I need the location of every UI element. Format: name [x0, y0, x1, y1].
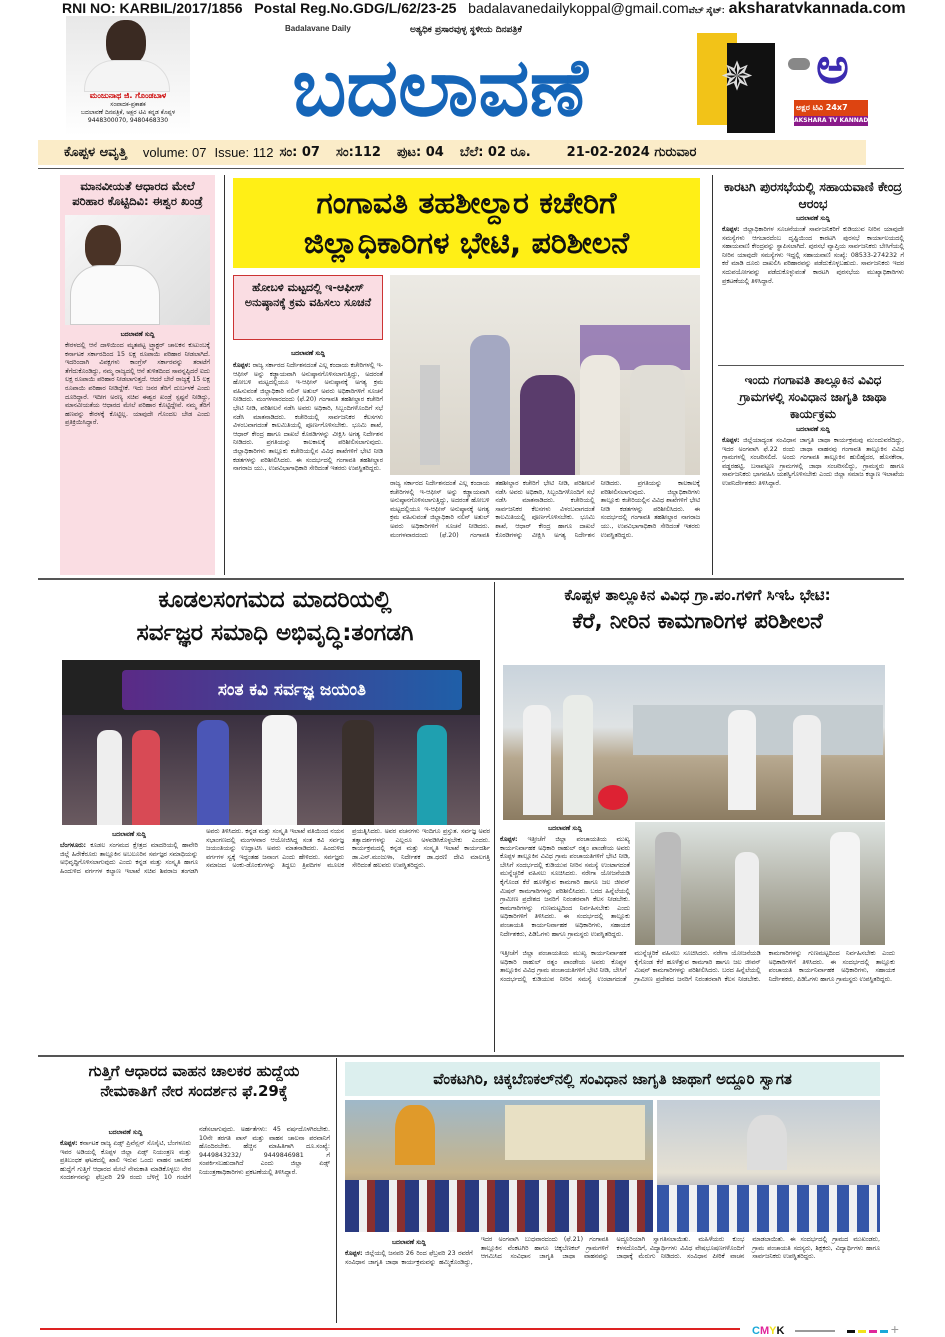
article-body: ಜಿಲ್ಲಾಧಿಕಾರಿಗಳ ಸೂಚನೆಯಂತೆ ಸಾರ್ವಜನಿಕರಿಗೆ ಕುಡಿಯುವ ನೀರಿನ ಯಾವುದೇ ಸಮಸ್ಯೆಗಳು ಆಗಬಾರದೆಂಬ ದೃಷ್ಟಿಯಿಂದ ಕಾರಟಗಿ ಪುರಸಭೆ ಕಾರ್ಯಾಲಯದಲ್ಲಿ ಸಹಾಯವಾಣಿ ಕೇಂದ್ರವನ್ನು ಸ್ಥಾಪಿಸಲಾಗಿದೆ. ಪುರಸಭೆ ವ್ಯಾಪ್ತಿಯ ಸಾರ್ವಜನಿಕರು ಬೇಸಿಗೆಯಲ್ಲಿ ನೀರಿನ ಯಾವುದೇ ಸಮಸ್ಯೆಗಳು ಇದ್ದಲ್ಲಿ ಸಹಾಯವಾಣಿ ಸಂಖ್ಯೆ: 08533-274232 ಗೆ ಕರೆ ಮಾಡಿ ದೂರು ದಾಖಲಿಸಿ ಪರಿಹಾರವನ್ನು ಪಡೆದುಕೊಳ್ಳಬಹುದು. ಸಾರ್ವಜನಿಕರು ಇದರ ಸದುಪಯೋಗವನ್ನು ಪಡೆದುಕೊಳ್ಳುವಂತೆ ಕಾರಟಗಿ ಪುರಸಭೆಯ ಮುಖ್ಯಾಧಿಕಾರಿಗಳು ಪ್ರಕಟಣೆಯಲ್ಲಿ ತಿಳಿಸಿದ್ದಾರೆ. [722, 226, 904, 285]
ceo-field-photo [635, 822, 885, 945]
column-rule [712, 175, 713, 575]
rni-number: RNI NO: KARBIL/2017/1856 [62, 0, 243, 16]
tagline: ಅತ್ಯಧಿಕ ಪ್ರಸಾರವುಳ್ಳ ಸ್ಥಳೀಯ ದಿನಪತ್ರಿಕೆ [410, 25, 522, 35]
ceo-visit-headline [500, 584, 895, 636]
dateline: ಬೆಂಗಳೂರು: [60, 842, 87, 849]
dateline: ಕೊಪ್ಪಳ: [500, 836, 518, 843]
khandre-photo [65, 215, 210, 325]
divider [38, 1055, 904, 1057]
newspaper-logo: ಬದಲಾವಣೆ [292, 41, 588, 134]
compass-logo [697, 33, 775, 133]
byline: ಬದಲಾವಣೆ ಸುದ್ದಿ [120, 331, 155, 338]
main-body-col1: ರಾಜ್ಯ ಸರ್ಕಾರದ ನಿರ್ದೇಶನದಂತೆ ಎಲ್ಲ ಕಂದಾಯ ಕಚೇರಿಗಳಲ್ಲಿ ಇ-ಆಫೀಸ್ ಅನ್ನು ಕಡ್ಡಾಯವಾಗಿ ಅನುಷ್ಠಾನಗೊಳಿಸಲಾಗುತ್ತಿದ್ದು, ಅದರಂತೆ ಹೋಬಳಿ ಮಟ್ಟದಲ್ಲಿಯೂ ಇ-ಆಫೀಸ್ ಅನುಷ್ಠಾನಕ್ಕೆ ಅಗತ್ಯ ಕ್ರಮ ವಹಿಸುವಂತೆ ಜಿಲ್ಲಾಧಿಕಾರಿ ನಲಿನ್ ಅತುಲ್ ಅವರು ಅಧಿಕಾರಿಗಳಿಗೆ ಸೂಚನೆ ನೀಡಿದರು. ಮಂಗಳವಾರದಂದು (ಫೆ.20) ಗಂಗಾವತಿ ತಹಶೀಲ್ದಾರ ಕಚೇರಿಗೆ ಭೇಟಿ ನೀಡಿ, ಪರಿಶೀಲನೆ ನಡೆಸಿ ಅವರು ಅಧಿಕಾರಿ, ಸಿಬ್ಬಂದಿಗಳೊಂದಿಗೆ ಸಭೆ ನಡೆಸಿ ಮಾತನಾಡಿದರು. ಕಚೇರಿಯಲ್ಲಿ ಸಾರ್ವಜನಿಕರ ಕೆಲಸಗಳು ವಿಳಂಬವಾಗದಂತೆ ಕಾಲಮಿತಿಯಲ್ಲಿ ಪೂರ್ಣಗೊಳಿಸಬೇಕು. ಭೂಮಿ ಶಾಖೆ, ಆಧಾರ್ ಕೇಂದ್ರ ಹಾಗೂ ದಾಖಲೆ ಕೊಠಡಿಗಳನ್ನು ವೀಕ್ಷಿಸಿ ಅಗತ್ಯ ನಿರ್ದೇಶನ ನೀಡಿದರು. ಪ್ರಗತಿಯನ್ನು ಕಾಲಕಾಲಕ್ಕೆ ಪರಿಶೀಲಿಸಲಾಗುವುದು. ಜಿಲ್ಲಾಧಿಕಾರಿಗಳು ತಾಲ್ಲೂಕು ಕಚೇರಿಯಲ್ಲಿನ ವಿವಿಧ ಶಾಖೆಗಳಿಗೆ ಭೇಟಿ ನೀಡಿ ಕಡತಗಳನ್ನು ಪರಿಶೀಲಿಸಿದರು. ಈ ಸಂದರ್ಭದಲ್ಲಿ ಗಂಗಾವತಿ ತಹಶೀಲ್ದಾರ ನಾಗರಾಜ ಯು., ಉಪವಿಭಾಗಾಧಿಕಾರಿ ಸೇರಿದಂತೆ ಇತರರು ಉಪಸ್ಥಿತರಿದ್ದರು. [233, 362, 383, 473]
jatha-students-photo [657, 1100, 880, 1232]
postal-reg: Postal Reg.No.GDG/L/62/23-25 [254, 0, 457, 16]
editor-caption [66, 92, 190, 125]
akshara-tv-logo: ಅ ಅಕ್ಷರ ಟಿವಿ 24x7 AKSHARA TV KANNADA [788, 36, 870, 132]
column-rule [224, 175, 225, 575]
article-body [233, 362, 383, 570]
tv-logo-sub: AKSHARA TV KANNADA [794, 117, 874, 124]
headline-line-1: ಗಂಗಾವತಿ ತಹಶೀಲ್ದಾರ ಕಚೇರಿಗೆ [316, 186, 617, 221]
column-rule [494, 582, 495, 1052]
driver-recruitment-body [60, 1126, 330, 1322]
byline: ಬದಲಾವಣೆ ಸುದ್ದಿ [796, 215, 830, 222]
crosshair-icon: + [890, 1321, 899, 1337]
sarvajna-headline [60, 584, 490, 650]
divider [718, 365, 904, 366]
headline-line-1: ಕೊಪ್ಪಳ ತಾಲ್ಲೂಕಿನ ವಿವಿಧ ಗ್ರಾ.ಪಂ.ಗಳಿಗೆ ಸಿಇಓ ಭೇಟಿ: [564, 586, 831, 604]
byline: ಬದಲಾವಣೆ ಸುದ್ದಿ [291, 350, 325, 357]
date: 21-02-2024 ಗುರುವಾರ [566, 145, 697, 160]
article-body: ಜಿಲ್ಲೆಯಲ್ಲಿ ಜನವರಿ 26 ರಿಂದ ಫೆಬ್ರವರಿ 23 ರವರೆಗೆ ಸಂವಿಧಾನ ಜಾಗೃತಿ ಜಾಥಾ ಕಾರ್ಯಕ್ರಮವನ್ನು ಹಮ್ಮಿಕೊಂಡಿದ್ದು, ಇದರ ಅಂಗವಾಗಿ ಬುಧವಾರದಂದು (ಫೆ.21) ಗಂಗಾವತಿ ತಾಲ್ಲೂಕಿನ ವೆಂಕಟಗಿರಿ ಹಾಗೂ ಚಿಕ್ಕಬೆಣಕಲ್ ಗ್ರಾಮಗಳಿಗೆ ಆಗಮಿಸಿದ ಸಂವಿಧಾನ ಜಾಗೃತಿ ಜಾಥಾ ವಾಹನವನ್ನು ಅದ್ದೂರಿಯಾಗಿ ಸ್ವಾಗತಿಸಲಾಯಿತು. ಮಹಿಳೆಯರು ಕುಂಭ ಕಳಸದೊಂದಿಗೆ, ವಿದ್ಯಾರ್ಥಿಗಳು ವಿವಿಧ ವೇಷಭೂಷಣಗಳೊಂದಿಗೆ ಜಾಥಾಕ್ಕೆ ಮೆರುಗು ನೀಡಿದರು. ಸಂವಿಧಾನ ಪೀಠಿಕೆ ವಾಚನ ಮಾಡಲಾಯಿತು. ಈ ಸಂದರ್ಭದಲ್ಲಿ ಗ್ರಾಮದ ಮುಖಂಡರು, ಗ್ರಾಮ ಪಂಚಾಯತಿ ಸದಸ್ಯರು, ಶಿಕ್ಷಕರು, ವಿದ್ಯಾರ್ಥಿಗಳು ಹಾಗೂ ಸಾರ್ವಜನಿಕರು ಉಪಸ್ಥಿತರಿದ್ದರು. [345, 1236, 880, 1266]
dc-visit-photo [390, 275, 700, 475]
divider [38, 168, 904, 169]
editor-photo [66, 16, 190, 136]
editor-role: ಸಂಪಾದಕ-ಪ್ರಕಾಶಕ [110, 101, 146, 108]
main-byline-wrap [233, 350, 383, 358]
sanchike: ಸಂ:112 [335, 145, 381, 160]
page-number: ಪುಟ: 04 [396, 145, 444, 160]
editor-name: ಮಂಜುನಾಥ ಜಿ. ಗೊಂಡಬಾಳ [89, 91, 167, 100]
headline-line-2: ಜಿಲ್ಲಾಧಿಕಾರಿಗಳ ಭೇಟಿ, ಪರಿಶೀಲನೆ [303, 226, 630, 261]
headline-line-2: ಕೆರೆ, ನೀರಿನ ಕಾಮಗಾರಿಗಳ ಪರಿಶೀಲನೆ [572, 609, 823, 633]
cmyk-m: M [759, 1325, 770, 1337]
edition: ಕೊಪ್ಪಳ ಆವೃತ್ತಿ [64, 145, 127, 160]
column-rule [336, 1058, 337, 1323]
byline: ಬದಲಾವಣೆ ಸುದ್ದಿ [108, 1129, 143, 1136]
samputa: ಸಂ: 07 [279, 145, 320, 160]
editor-shirt [84, 60, 170, 92]
dateline: ಕೊಪ್ಪಳ: [60, 1140, 78, 1147]
article-body: ಕರ್ನಾಟಕ ರಾಜ್ಯ ಏಡ್ಸ್ ಪ್ರಿವೆನ್ಷನ್ ಸೊಸೈಟಿ, ಬೆಂಗಳೂರು ಇವರ ಅಡಿಯಲ್ಲಿ ಕೊಪ್ಪಳ ಜಿಲ್ಲಾ ಏಡ್ಸ್ ನಿಯಂತ್ರಣ ಮತ್ತು ಪ್ರತಿಬಂಧಕ ಘಟಕದಲ್ಲಿ ಖಾಲಿ ಇರುವ ಒಂದು ವಾಹನ ಚಾಲಕರ ಹುದ್ದೆಗೆ ಗುತ್ತಿಗೆ ಆಧಾರದ ಮೇಲೆ ನೇಮಕಾತಿ ಮಾಡಿಕೊಳ್ಳಲು ನೇರ ಸಂದರ್ಶನವನ್ನು ಫೆಬ್ರವರಿ 29 ರಂದು ಬೆಳಿಗ್ಗೆ 10 ಗಂಟೆಗೆ ನಡೆಸಲಾಗುವುದು. ಅರ್ಹತೆಗಳು: 45 ವರ್ಷದೊಳಗಿರಬೇಕು. 10ನೇ ತರಗತಿ ಪಾಸ್ ಮತ್ತು ವಾಹನ ಚಾಲನಾ ಪರವಾನಿಗೆ ಹೊಂದಿರಬೇಕು. ಹೆಚ್ಚಿನ ಮಾಹಿತಿಗಾಗಿ ದೂ.ಸಂಖ್ಯೆ: 9449843232/ 9449846981 ಗೆ ಸಂಪರ್ಕಿಸಬಹುದಾಗಿದೆ ಎಂದು ಜಿಲ್ಲಾ ಏಡ್ಸ್ ನಿಯಂತ್ರಣಾಧಿಕಾರಿಗಳು ಪ್ರಕಟಣೆಯಲ್ಲಿ ತಿಳಿಸಿದ್ದಾರೆ. [60, 1126, 330, 1182]
lake-inspection-photo [503, 665, 885, 820]
headline-line-1: ಕೂಡಲಸಂಗಮದ ಮಾದರಿಯಲ್ಲಿ [158, 587, 392, 613]
main-body-continued: ರಾಜ್ಯ ಸರ್ಕಾರದ ನಿರ್ದೇಶನದಂತೆ ಎಲ್ಲ ಕಂದಾಯ ಕಚೇರಿಗಳಲ್ಲಿ ಇ-ಆಫೀಸ್ ಅನ್ನು ಕಡ್ಡಾಯವಾಗಿ ಅನುಷ್ಠಾನಗೊಳಿಸಲಾಗುತ್ತಿದ್ದು, ಅದರಂತೆ ಹೋಬಳಿ ಮಟ್ಟದಲ್ಲಿಯೂ ಇ-ಆಫೀಸ್ ಅನುಷ್ಠಾನಕ್ಕೆ ಅಗತ್ಯ ಕ್ರಮ ವಹಿಸುವಂತೆ ಜಿಲ್ಲಾಧಿಕಾರಿ ನಲಿನ್ ಅತುಲ್ ಅವರು ಅಧಿಕಾರಿಗಳಿಗೆ ಸೂಚನೆ ನೀಡಿದರು. ಮಂಗಳವಾರದಂದು (ಫೆ.20) ಗಂಗಾವತಿ ತಹಶೀಲ್ದಾರ ಕಚೇರಿಗೆ ಭೇಟಿ ನೀಡಿ, ಪರಿಶೀಲನೆ ನಡೆಸಿ ಅವರು ಅಧಿಕಾರಿ, ಸಿಬ್ಬಂದಿಗಳೊಂದಿಗೆ ಸಭೆ ನಡೆಸಿ ಮಾತನಾಡಿದರು. ಕಚೇರಿಯಲ್ಲಿ ಸಾರ್ವಜನಿಕರ ಕೆಲಸಗಳು ವಿಳಂಬವಾಗದಂತೆ ಕಾಲಮಿತಿಯಲ್ಲಿ ಪೂರ್ಣಗೊಳಿಸಬೇಕು. ಭೂಮಿ ಶಾಖೆ, ಆಧಾರ್ ಕೇಂದ್ರ ಹಾಗೂ ದಾಖಲೆ ಕೊಠಡಿಗಳನ್ನು ವೀಕ್ಷಿಸಿ ಅಗತ್ಯ ನಿರ್ದೇಶನ ನೀಡಿದರು. ಪ್ರಗತಿಯನ್ನು ಕಾಲಕಾಲಕ್ಕೆ ಪರಿಶೀಲಿಸಲಾಗುವುದು. ಜಿಲ್ಲಾಧಿಕಾರಿಗಳು ತಾಲ್ಲೂಕು ಕಚೇರಿಯಲ್ಲಿನ ವಿವಿಧ ಶಾಖೆಗಳಿಗೆ ಭೇಟಿ ನೀಡಿ ಕಡತಗಳನ್ನು ಪರಿಶೀಲಿಸಿದರು. ಈ ಸಂದರ್ಭದಲ್ಲಿ ಗಂಗಾವತಿ ತಹಶೀಲ್ದಾರ ನಾಗರಾಜ ಯು., ಉಪವಿಭಾಗಾಧಿಕಾರಿ ಸೇರಿದಂತೆ ಇತರರು ಉಪಸ್ಥಿತರಿದ್ದರು. [390, 480, 700, 539]
compass-icon: ✵ [720, 54, 754, 100]
website[interactable]: aksharatvkannada.com [728, 0, 906, 17]
edition-info-bar [38, 140, 866, 165]
editor-detail: ಬದಲಾವಣೆ ದಿನಪತ್ರಿಕೆ, ಅಕ್ಷರ ಟಿವಿ ಕನ್ನಡ ಕೊಪ್ಪಳ [80, 109, 176, 116]
cmyk-c: C [752, 1325, 760, 1337]
article-body: ಕೂಡಲ ಸಂಗಮದ ಕ್ಷೇತ್ರದ ಮಾದರಿಯಲ್ಲಿ ಹಾವೇರಿ ಜಿಲ್ಲೆ ಹಿರೇಕೆರೂರು ತಾಲ್ಲೂಕಿನ ಅಬಲೂರಿನ ಸರ್ವಜ್ಞರ ಸಮಾಧಿಯನ್ನು ಅಭಿವೃದ್ಧಿಗೊಳಿಸಲಾಗುವುದು ಎಂದು ಕನ್ನಡ ಮತ್ತು ಸಂಸ್ಕೃತಿ ಹಾಗೂ ಹಿಂದುಳಿದ ವರ್ಗಗಳ ಕಲ್ಯಾಣ ಇಲಾಖೆ ಸಚಿವ ಶಿವರಾಜ ತಂಗಡಗಿ ಅವರು ತಿಳಿಸಿದರು. ಕನ್ನಡ ಮತ್ತು ಸಂಸ್ಕೃತಿ ಇಲಾಖೆ ವತಿಯಿಂದ ನಯನ ಸಭಾಂಗಣದಲ್ಲಿ ಮಂಗಳವಾರ ಆಯೋಜಿಸಿದ್ದ ಸಂತ ಕವಿ ಸರ್ವಜ್ಞ ಜಯಂತಿಯನ್ನು ಉದ್ಘಾಟಿಸಿ ಅವರು ಮಾತನಾಡಿದರು. ಹಿಂದುಳಿದ ವರ್ಗಗಳ ಸ್ವಕ್ಕೆ ಇದ್ದಂತಹ ಜನಾಂಗ ಎಂದು ಹೇಳಿದರು. ಸರ್ವಜ್ಞರು ಸಮಾಜದ ಅಂಕು-ಡೊಂಕುಗಳನ್ನು ತಿದ್ದಲು ತ್ರಿಪದಿಗಳ ಮೂಲಕ ಪ್ರಯತ್ನಿಸಿದರು. ಅವರ ವಚನಗಳು ಇಂದಿಗೂ ಪ್ರಸ್ತುತ. ಸರ್ವಜ್ಞ ಅವರ ತತ್ವಾದರ್ಶಗಳನ್ನು ಎಲ್ಲರೂ ಅಳವಡಿಸಿಕೊಳ್ಳಬೇಕು ಎಂದರು. ಕಾರ್ಯಕ್ರಮದಲ್ಲಿ ಕನ್ನಡ ಮತ್ತು ಸಂಸ್ಕೃತಿ ಇಲಾಖೆ ಕಾರ್ಯದರ್ಶಿ ಡಾ.ಎನ್.ಮಂಜುಳಾ, ನಿರ್ದೇಶಕ ಡಾ.ಧರಣಿ ದೇವಿ ಮಾಲಗತ್ತಿ ಸೇರಿದಂತೆ ಹಲವರು ಉಪಸ್ಥಿತರಿದ್ದರು. [60, 828, 490, 875]
cmyk-registration-mark [752, 1321, 899, 1337]
article-body: ಜಿಲ್ಲೆಯಾದ್ಯಂತ ಸಂವಿಧಾನ ಜಾಗೃತಿ ಜಾಥಾ ಕಾರ್ಯಕ್ರಮವು ಮುಂದುವರೆದಿದ್ದು, ಇದರ ಅಂಗವಾಗಿ ಫೆ.22 ರಂದು ಜಾಥಾ ವಾಹನವು ಗಂಗಾವತಿ ತಾಲ್ಲೂಕಿನ ವಿವಿಧ ಗ್ರಾಮಗಳಲ್ಲಿ ಸಂಚರಿಸಲಿದೆ. ಅಂದು ಗಂಗಾವತಿ ತಾಲ್ಲೂಕಿನ ಹುಲಿಹೈದರ, ಹೊಸಕೇರಾ, ವಡ್ಡರಹಟ್ಟಿ, ಬಸಾಪಟ್ಟಣ ಗ್ರಾಮಗಳಲ್ಲಿ ಜಾಥಾ ಸಂಚರಿಸಲಿದ್ದು, ಗ್ರಾಮಸ್ಥರು ಹಾಗೂ ಸಾರ್ವಜನಿಕರು ಭಾಗವಹಿಸಿ ಯಶಸ್ವಿಗೊಳಿಸಬೇಕು ಎಂದು ಜಿಲ್ಲಾ ಸಮಾಜ ಕಲ್ಯಾಣ ಇಲಾಖೆಯ ಉಪನಿರ್ದೇಶಕರು ತಿಳಿಸಿದ್ದಾರೆ. [722, 437, 904, 487]
sarvajna-body [60, 828, 490, 1050]
dateline: ಕೊಪ್ಪಳ: [722, 226, 740, 233]
dateline: ಕೊಪ್ಪಳ: [233, 362, 251, 369]
cmyk-y: Y [769, 1325, 777, 1337]
byline: ಬದಲಾವಣೆ ಸುದ್ದಿ [796, 426, 830, 433]
tv-logo-text: ಅಕ್ಷರ ಟಿವಿ 24x7 [794, 100, 868, 116]
main-headline [233, 178, 700, 268]
email[interactable]: badalavanedailykoppal@gmail.com [468, 0, 689, 16]
article-body: ಕೇರಳದಲ್ಲಿ ಆನೆ ದಾಳಿಯಿಂದ ಮೃತಪಟ್ಟ ಟ್ರ್ಯಾಕ್ಟರ್ ಚಾಲಕನ ಕುಟುಂಬಕ್ಕೆ ಕರ್ನಾಟಕ ಸರ್ಕಾರದಿಂದ 15 ಲಕ್ಷ ರೂಪಾಯಿ ಪರಿಹಾರ ನೀಡಲಾಗಿದೆ. ಇದರಿಂದಾಗಿ ವಿಪಕ್ಷಗಳು ಕಾಂಗ್ರೆಸ್ ಸರ್ಕಾರವನ್ನು ತರಾಟೆಗೆ ತೆಗೆದುಕೊಂಡಿದ್ದು, ನಮ್ಮ ರಾಜ್ಯದಲ್ಲಿ ಆನೆ ತುಳಿತದಿಂದ ಸಾವನ್ನಪ್ಪಿದರೆ ಐದು ಲಕ್ಷ ರೂಪಾಯಿ ಪರಿಹಾರ ನೀಡಲಾಗುತ್ತದೆ. ಆದರೆ ಬೇರೆ ರಾಜ್ಯಕ್ಕೆ 15 ಲಕ್ಷ ರೂಪಾಯಿ ಪರಿಹಾರ ನೀಡಿದ್ದೇಕೆ. ಇದು ಜನರ ತೆರಿಗೆ ದುರ್ಬಳಕೆ ಎಂದು ದೂರಿದ್ದಾರೆ. ಇದೀಗ ಅರಣ್ಯ ಸಚಿವ ಈಶ್ವರ ಖಂಡ್ರೆ ಸ್ಪಷ್ಟನೆ ನೀಡಿದ್ದು, ಮಾನವೀಯತೆಯ ಆಧಾರದ ಮೇಲೆ ಪರಿಹಾರ ಕೊಟ್ಟಿದ್ದೇವೆ. ನಮ್ಮ ತೆರಿಗೆ ಹಣವನ್ನು ಕೇರಳಕ್ಕೆ ಕೊಟ್ಟಿಲ್ಲ. ಯಾವುದೇ ಗೊಂದಲ ಬೇಡ ಎಂದು ಪ್ರತಿಕ್ರಿಯಿಸಿದ್ದಾರೆ. [65, 342, 210, 427]
event-banner: ಸಂತ ಕವಿ ಸರ್ವಜ್ಞ ಜಯಂತಿ [122, 670, 462, 710]
article-khandre [60, 175, 215, 575]
byline: ಬದಲಾವಣೆ ಸುದ್ದಿ [112, 831, 146, 838]
editor-phone: 9448300070, 9480468330 [87, 117, 169, 124]
dateline: ಕೊಪ್ಪಳ: [345, 1250, 363, 1257]
driver-recruitment-headline: ಗುತ್ತಿಗೆ ಆಧಾರದ ವಾಹನ ಚಾಲಕರ ಹುದ್ದೆಯ ನೇಮಕಾತಿಗೆ ನೇರ ಸಂದರ್ಶನ ಫೆ.29ಕ್ಕೆ [88, 1062, 300, 1100]
subheadline: ಹೋಬಳಿ ಮಟ್ಟದಲ್ಲಿ ಇ-ಆಫೀಸ್ ಅನುಷ್ಠಾನಕ್ಕೆ ಕ್ರಮ ವಹಿಸಲು ಸೂಚನೆ [233, 275, 383, 340]
article-karatagi [722, 178, 904, 358]
ceo-body-col1 [500, 822, 630, 944]
headline: ಇಂದು ಗಂಗಾವತಿ ತಾಲ್ಲೂಕಿನ ವಿವಿಧ ಗ್ರಾಮಗಳಲ್ಲಿ ಸಂವಿಧಾನ ಜಾಗೃತಿ ಜಾಥಾ ಕಾರ್ಯಕ್ರಮ [739, 373, 887, 421]
divider [38, 578, 904, 580]
headline-line-2: ಸರ್ವಜ್ಞರ ಸಮಾಧಿ ಅಭಿವೃದ್ಧಿ:ತಂಗಡಗಿ [136, 620, 414, 646]
byline: ಬದಲಾವಣೆ ಸುದ್ದಿ [391, 1239, 426, 1246]
issue: Issue: 112 [214, 145, 274, 160]
headline: ಕಾರಟಗಿ ಪುರಸಭೆಯಲ್ಲಿ ಸಹಾಯವಾಣಿ ಕೇಂದ್ರ ಆರಂಭ [724, 179, 902, 211]
website-label: ವೆಬ್ ಸೈಟ್: [688, 5, 725, 15]
volume: volume: 07 [142, 145, 207, 160]
price: ಬೆಲೆ: 02 ರೂ. [459, 145, 531, 160]
cmyk-k: K [776, 1325, 785, 1337]
jatha-procession-photo [345, 1100, 653, 1232]
logo-subtitle: Badalavane Daily [285, 24, 351, 33]
sarvajna-jayanti-photo [62, 660, 480, 825]
microphone-icon [788, 58, 810, 70]
headline: ಮಾನವೀಯತೆ ಆಧಾರದ ಮೇಲೆ ಪರಿಹಾರ ಕೊಟ್ಟಿದಿವಿ: ಈಶ್ವರ ಖಂಡ್ರೆ [72, 179, 203, 208]
jatha-body [345, 1236, 880, 1322]
byline: ಬದಲಾವಣೆ ಸುದ್ದಿ [548, 825, 582, 832]
footer-rule [40, 1328, 740, 1330]
article-body: ಇತ್ತೀಚೆಗೆ ಜಿಲ್ಲಾ ಪಂಚಾಯತಿಯ ಮುಖ್ಯ ಕಾರ್ಯನಿರ್ವಾಹಕ ಅಧಿಕಾರಿ ರಾಹುಲ್ ರತ್ನಂ ಪಾಂಡೇಯ ಅವರು ಕೊಪ್ಪಳ ತಾಲ್ಲೂಕಿನ ವಿವಿಧ ಗ್ರಾಮ ಪಂಚಾಯತಿಗಳಿಗೆ ಭೇಟಿ ನೀಡಿ, ಬೇಸಿಗೆ ಸಂದರ್ಭದಲ್ಲಿ ಕುಡಿಯುವ ನೀರಿನ ಸಮಸ್ಯೆ ಉಂಟಾಗದಂತೆ ಮುನ್ನೆಚ್ಚರಿಕೆ ವಹಿಸಲು ಸೂಚಿಸಿದರು. ನರೇಗಾ ಯೋಜನೆಯಡಿ ಕೈಗೊಂಡ ಕೆರೆ ಹೂಳೆತ್ತುವ ಕಾಮಗಾರಿ ಹಾಗೂ ಜಲ ಜೀವನ್ ಮಿಷನ್ ಕಾಮಗಾರಿಗಳನ್ನು ಪರಿಶೀಲಿಸಿದರು. ಬರದ ಹಿನ್ನೆಲೆಯಲ್ಲಿ ಗ್ರಾಮೀಣ ಪ್ರದೇಶದ ಜನರಿಗೆ ನಿರಂತರವಾಗಿ ಕೆಲಸ ನೀಡಬೇಕು. ಕಾಮಗಾರಿಗಳನ್ನು ಗುಣಮಟ್ಟದಿಂದ ನಿರ್ವಹಿಸಬೇಕು ಎಂದು ಅಧಿಕಾರಿಗಳಿಗೆ ತಿಳಿಸಿದರು. ಈ ಸಂದರ್ಭದಲ್ಲಿ ತಾಲ್ಲೂಕು ಪಂಚಾಯತಿ ಕಾರ್ಯನಿರ್ವಾಹಕ ಅಧಿಕಾರಿಗಳು, ಸಹಾಯಕ ನಿರ್ದೇಶಕರು, ಪಿಡಿಓಗಳು ಹಾಗೂ ಗ್ರಾಮಸ್ಥರು ಉಪಸ್ಥಿತರಿದ್ದರು. [500, 836, 630, 938]
dateline: ಕೊಪ್ಪಳ: [722, 437, 740, 444]
ceo-body-continued: ಇತ್ತೀಚೆಗೆ ಜಿಲ್ಲಾ ಪಂಚಾಯತಿಯ ಮುಖ್ಯ ಕಾರ್ಯನಿರ್ವಾಹಕ ಅಧಿಕಾರಿ ರಾಹುಲ್ ರತ್ನಂ ಪಾಂಡೇಯ ಅವರು ಕೊಪ್ಪಳ ತಾಲ್ಲೂಕಿನ ವಿವಿಧ ಗ್ರಾಮ ಪಂಚಾಯತಿಗಳಿಗೆ ಭೇಟಿ ನೀಡಿ, ಬೇಸಿಗೆ ಸಂದರ್ಭದಲ್ಲಿ ಕುಡಿಯುವ ನೀರಿನ ಸಮಸ್ಯೆ ಉಂಟಾಗದಂತೆ ಮುನ್ನೆಚ್ಚರಿಕೆ ವಹಿಸಲು ಸೂಚಿಸಿದರು. ನರೇಗಾ ಯೋಜನೆಯಡಿ ಕೈಗೊಂಡ ಕೆರೆ ಹೂಳೆತ್ತುವ ಕಾಮಗಾರಿ ಹಾಗೂ ಜಲ ಜೀವನ್ ಮಿಷನ್ ಕಾಮಗಾರಿಗಳನ್ನು ಪರಿಶೀಲಿಸಿದರು. ಬರದ ಹಿನ್ನೆಲೆಯಲ್ಲಿ ಗ್ರಾಮೀಣ ಪ್ರದೇಶದ ಜನರಿಗೆ ನಿರಂತರವಾಗಿ ಕೆಲಸ ನೀಡಬೇಕು. ಕಾಮಗಾರಿಗಳನ್ನು ಗುಣಮಟ್ಟದಿಂದ ನಿರ್ವಹಿಸಬೇಕು ಎಂದು ಅಧಿಕಾರಿಗಳಿಗೆ ತಿಳಿಸಿದರು. ಈ ಸಂದರ್ಭದಲ್ಲಿ ತಾಲ್ಲೂಕು ಪಂಚಾಯತಿ ಕಾರ್ಯನಿರ್ವಾಹಕ ಅಧಿಕಾರಿಗಳು, ಸಹಾಯಕ ನಿರ್ದೇಶಕರು, ಪಿಡಿಓಗಳು ಹಾಗೂ ಗ್ರಾಮಸ್ಥರು ಉಪಸ್ಥಿತರಿದ್ದರು. [500, 950, 895, 983]
article-constitution-jatha [722, 372, 904, 572]
jatha-welcome-headline: ವೆಂಕಟಗಿರಿ, ಚಿಕ್ಕಬೆಣಕಲ್‌ನಲ್ಲಿ ಸಂವಿಧಾನ ಜಾಗೃತಿ ಜಾಥಾಗೆ ಅದ್ದೂರಿ ಸ್ವಾಗತ [345, 1062, 880, 1096]
